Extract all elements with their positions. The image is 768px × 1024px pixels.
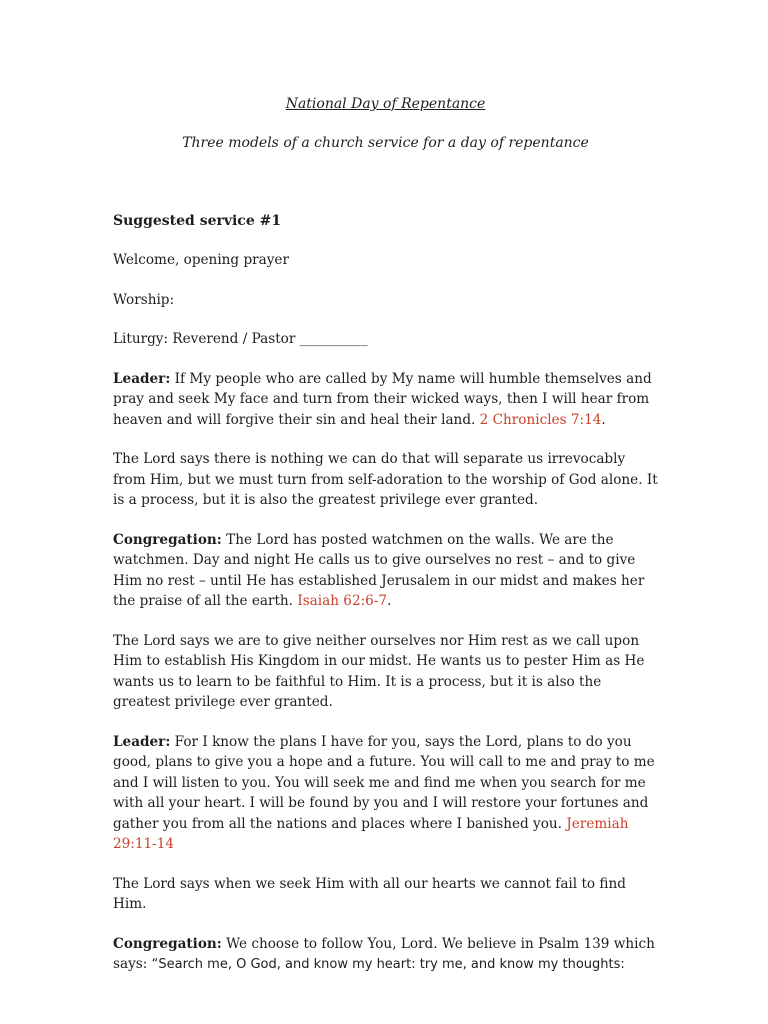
- speaker-label: Leader:: [113, 370, 171, 387]
- scripture-reference: Isaiah 62:6-7: [297, 593, 388, 609]
- scripture-reference: 2 Chronicles 7:14: [479, 411, 602, 428]
- commentary-paragraph-2: The Lord says we are to give neither ourselves nor Him rest as we call upon Him to establish His Kingdom in our midst. He wants us to pester Him as He wants us to learn to be faithful to Him. It is a process, but it is also the greatest privilege ever granted.: [113, 632, 645, 710]
- welcome-line: Welcome, opening prayer: [113, 252, 289, 268]
- commentary-paragraph-3: The Lord says when we seek Him with all our hearts we cannot fail to find Him.: [113, 875, 626, 912]
- speaker-label: Congregation:: [113, 935, 222, 952]
- leader-paragraph-2: [113, 732, 658, 855]
- paragraph-text: The Lord has posted watchmen on the walls. We are the watchmen. Day and night He calls us to give ourselves no rest – and to give Him no rest – until He has established Jerusalem in our midst and makes her the praise of all the earth.: [113, 531, 645, 609]
- paragraph-text: We choose to follow You, Lord. We believe in Psalm 139 which says:: [113, 935, 655, 972]
- worship-line: Worship:: [113, 291, 175, 308]
- congregation-paragraph-2: [113, 934, 658, 976]
- liturgy-line: Liturgy: Reverend / Pastor __________: [113, 331, 368, 347]
- congregation-paragraph-1: [113, 530, 658, 612]
- scripture-reference: Jeremiah 29:11-14: [113, 815, 629, 852]
- paragraph-text: If My people who are called by My name will humble themselves and pray and seek My face and turn from their wicked ways, then I will hear from heaven and will forgive their sin and heal their land.: [113, 370, 652, 428]
- leader-paragraph-1: [113, 369, 658, 431]
- document-subtitle: Three models of a church service for a day of repentance: [182, 135, 589, 151]
- service-heading: Suggested service #1: [113, 213, 282, 229]
- paragraph-trail: .: [601, 411, 606, 428]
- paragraph-trail: .: [387, 593, 392, 609]
- psalm-quote: “Search me, O God, and know my heart: try me, and know my thoughts:: [151, 957, 625, 972]
- document-title: National Day of Repentance: [285, 96, 486, 112]
- commentary-paragraph-1: The Lord says there is nothing we can do that will separate us irrevocably from Him, but we must turn from self-adoration to the worship of God alone. It is a process, but it is also the greatest privilege ever granted.: [113, 451, 658, 508]
- paragraph-text: For I know the plans I have for you, says the Lord, plans to do you good, plans to give you a hope and a future. You will call to me and pray to me and I will listen to you. You will seek me and find me when you search for me with all your heart. I will be found by you and I will restore your fortunes and gather you from all the nations and places where I banished you.: [113, 733, 655, 832]
- speaker-label: Congregation:: [113, 531, 222, 548]
- speaker-label: Leader:: [113, 733, 171, 750]
